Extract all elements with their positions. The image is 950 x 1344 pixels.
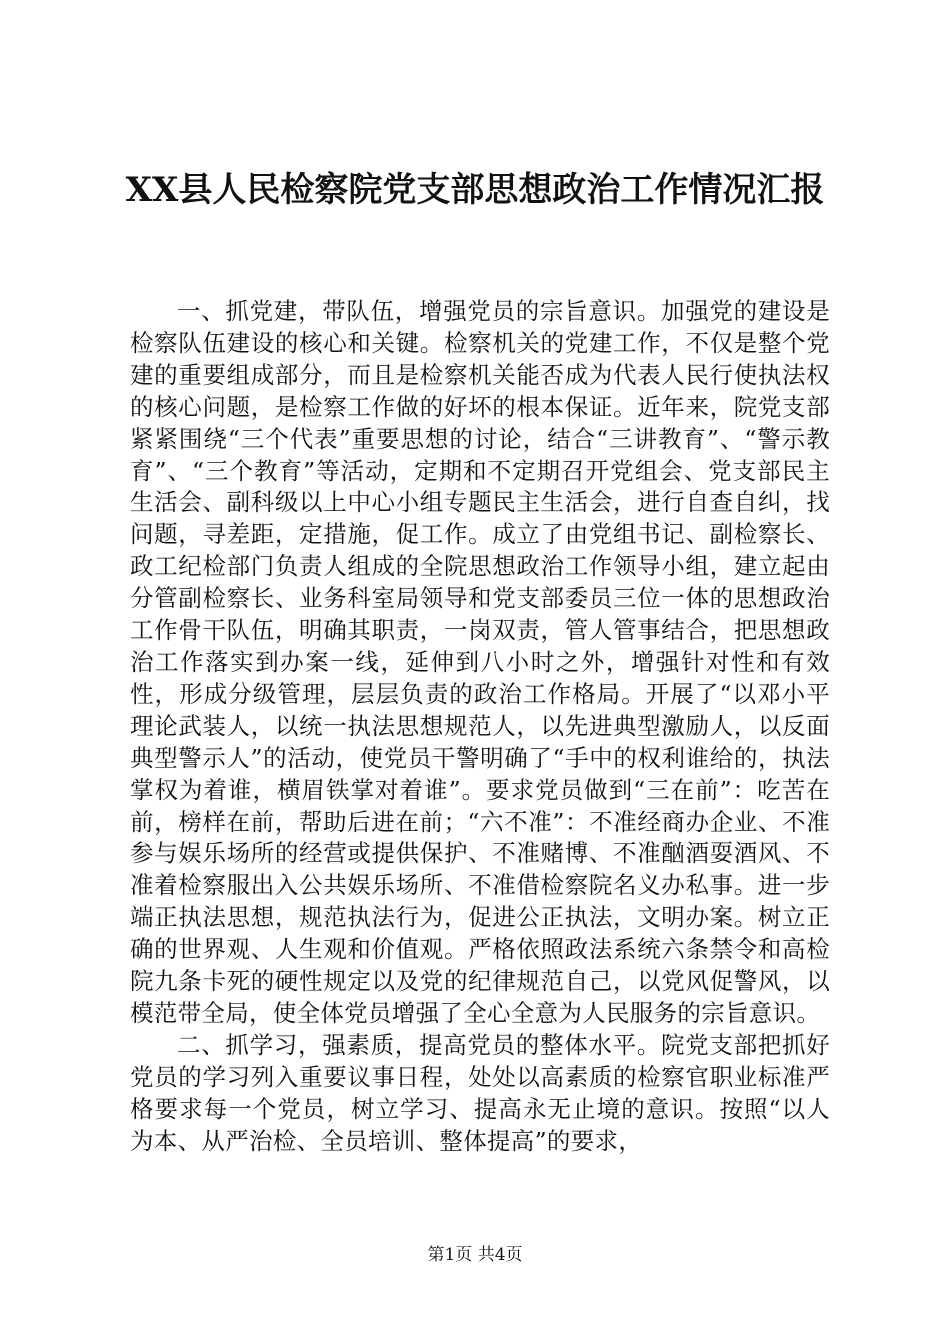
page-footer: 第1页 共4页: [427, 1245, 523, 1265]
document-title: XX县人民检察院党支部思想政治工作情况汇报: [125, 170, 825, 210]
paragraph-1: 一、抓党建，带队伍，增强党员的宗旨意识。加强党的建设是检察队伍建设的核心和关键。检察机关的党建工作，不仅是整个党建的重要组成部分，而且是检察机关能否成为代表人民行使执法权的核心问题，是检察工作做的好坏的根本保证。近年来，院党支部紧紧围绕“三个代表”重要思想的讨论，结合“三讲教育”、“警示教育”、“三个教育”等活动，定期和不定期召开党组会、党支部民主生活会、副科级以上中心小组专题民主生活会，进行自查自纠，找问题，寻差距，定措施，促工作。成立了由党组书记、副检察长、政工纪检部门负责人组成的全院思想政治工作领导小组，建立起由分管副检察长、业务科室局领导和党支部委员三位一体的思想政治工作骨干队伍，明确其职责，一岗双责，管人管事结合，把思想政治工作落实到办案一线，延伸到八小时之外，增强针对性和有效性，形成分级管理，层层负责的政治工作格局。开展了“以邓小平理论武装人，以统一执法思想规范人，以先进典型激励人，以反面典型警示人”的活动，使党员干警明确了“手中的权利谁给的，执法掌权为着谁，横眉铁掌对着谁”。要求党员做到“三在前”：吃苦在前，榜样在前，帮助后进在前；“六不准”：不准经商办企业、不准参与娱乐场所的经营或提供保护、不准赌博、不准酗酒耍酒风、不准着检察服出入公共娱乐场所、不准借检察院名义办私事。进一步端正执法思想，规范执法行为，促进公正执法，文明办案。树立正确的世界观、人生观和价值观。严格依照政法系统六条禁令和高检院九条卡死的硬性规定以及党的纪律规范自己，以党风促警风，以模范带全局，使全体党员增强了全心全意为人民服务的宗旨意识。: [130, 297, 830, 1027]
paragraph-2: 二、抓学习，强素质，提高党员的整体水平。院党支部把抓好党员的学习列入重要议事日程，处处以高素质的检察官职业标准严格要求每一个党员，树立学习、提高永无止境的意识。按照“以人为本、从严治检、全员培训、整体提高”的要求，: [130, 1030, 830, 1155]
document-body: [130, 296, 830, 1157]
